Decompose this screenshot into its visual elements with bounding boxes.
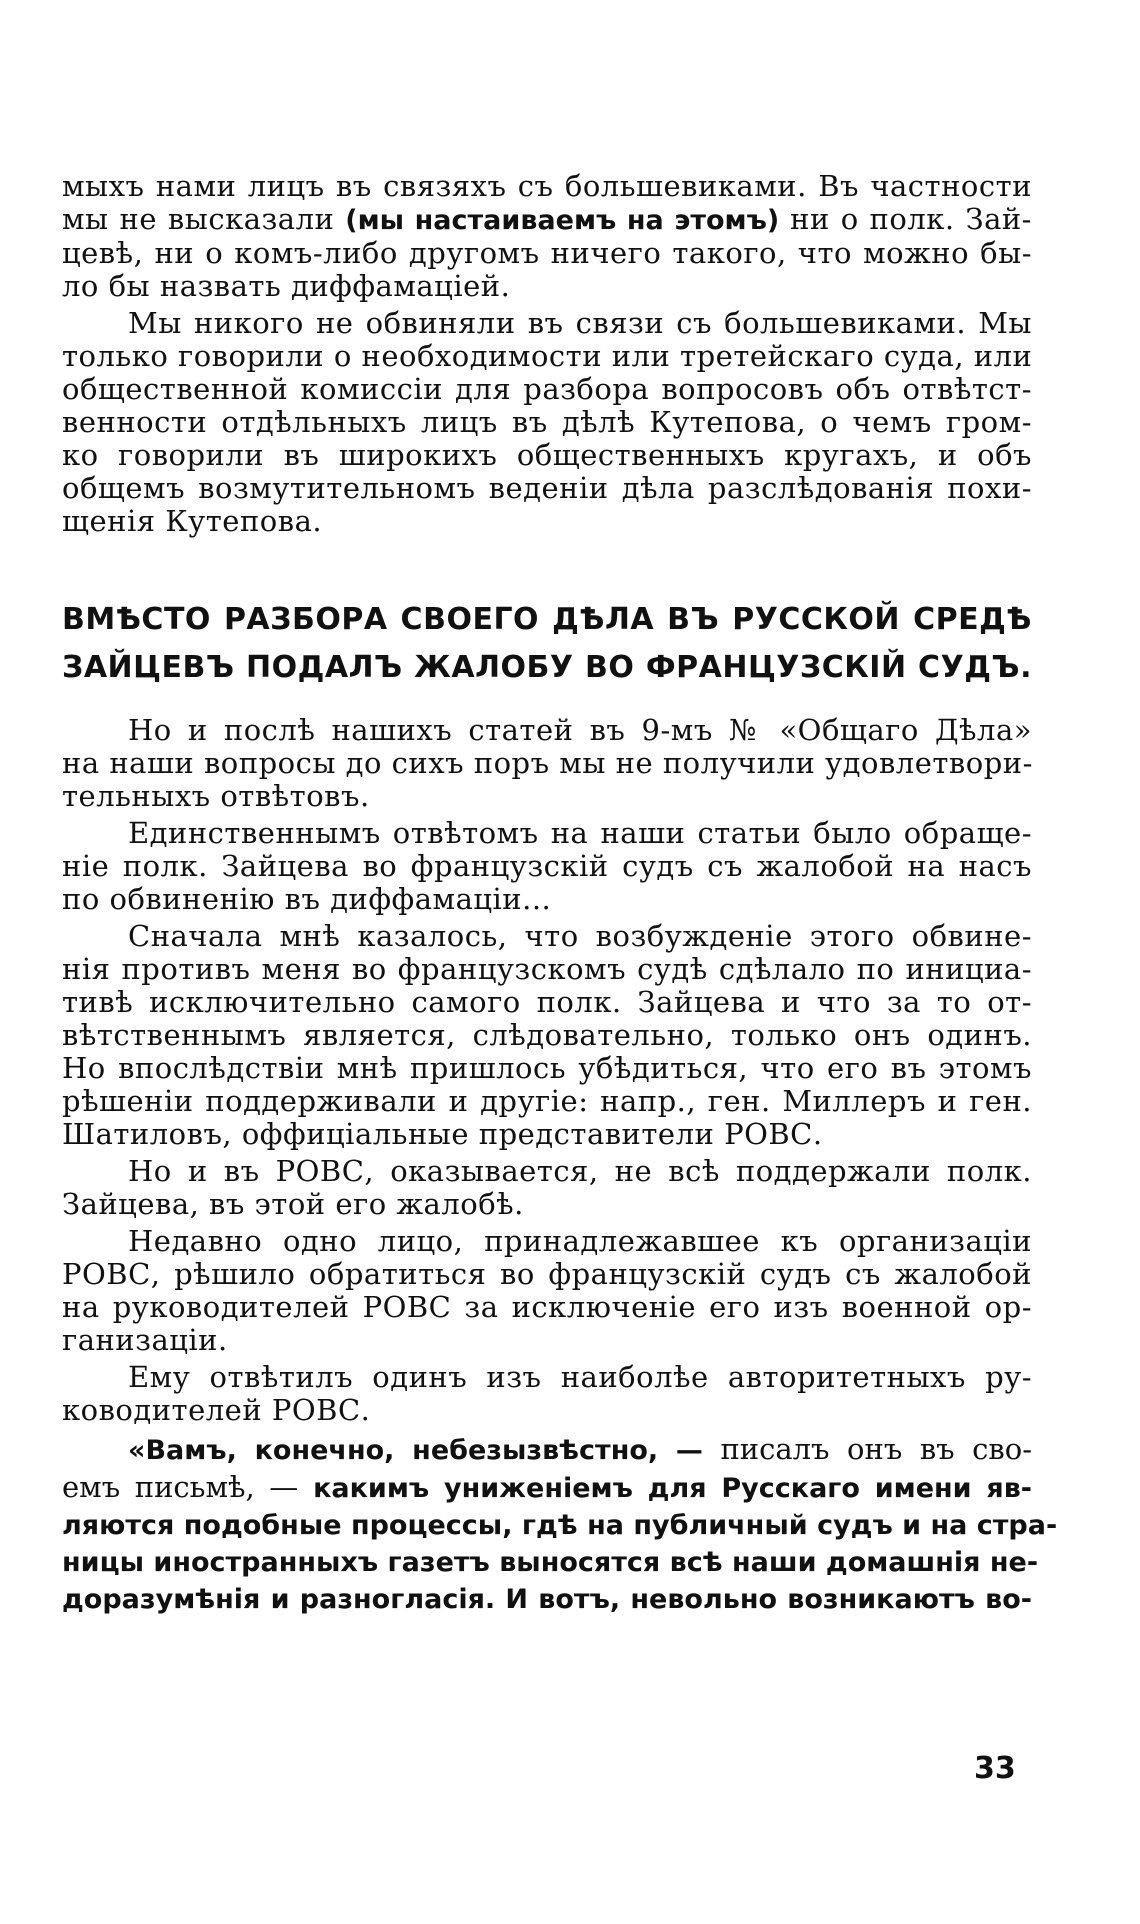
heading-line: ВМѢСТО РАЗБОРА СВОЕГО ДѢЛА ВЪ РУССКОЙ СРЕДѢ (62, 602, 1032, 637)
text-line: ководителей РОВС. (62, 1393, 371, 1427)
text-line: ганизацiи. (62, 1323, 228, 1357)
text-line: щенiя Кутепова. (62, 504, 323, 538)
text-line: ницы иностранныхъ газетъ выносятся всѣ наши домашнiя не- (62, 1547, 1039, 1578)
text-line: ляются подобные процессы, гдѣ на публичный судъ и на стра- (62, 1510, 1058, 1541)
paragraph-4 (62, 817, 1032, 916)
text-line: венности отдѣльныхъ лицъ въ дѣлѣ Кутепова, о чемъ гром- (62, 405, 1032, 439)
text-line: Единственнымъ отвѣтомъ на наши статьи было обраще- (128, 816, 1032, 850)
text-line: Сначала мнѣ казалось, что возбужденiе этого обвине- (128, 919, 1032, 953)
text-line: мы не высказали (мы настаиваемъ на этомъ) ни о полк. Зай- (62, 202, 1032, 236)
text-line: нiя противъ меня во французскомъ судѣ сдѣлало по инициа- (62, 952, 1032, 986)
text-line: общемъ возмутительномъ веденiи дѣла разслѣдованiя похи- (62, 471, 1032, 505)
text-line: только говорили о необходимости или третейскаго суда, или (62, 339, 1033, 373)
paragraph-1 (62, 170, 1032, 303)
text-line: тельныхъ отвѣтовъ. (62, 779, 370, 813)
text-line: Зайцева, въ этой его жалобѣ. (62, 1187, 524, 1221)
text-line: РОВС, рѣшило обратиться во французскiй судъ съ жалобой (62, 1257, 1032, 1291)
paragraph-6 (62, 1155, 1032, 1221)
text-line: «Вамъ, конечно, небезызвѣстно, — писалъ онъ въ сво- (128, 1432, 1032, 1466)
text-line: нiе полк. Зайцева во французскiй судъ съ жалобой на насъ (62, 849, 1032, 883)
text-line: по обвиненiю въ диффамацiи... (62, 882, 552, 916)
text-line: Ему отвѣтилъ одинъ изъ наиболѣе авторитетныхъ ру- (128, 1360, 1032, 1394)
text-line: Шатиловъ, оффицiальные представители РОВС. (62, 1117, 823, 1151)
paragraph-7 (62, 1225, 1032, 1357)
paragraph-8 (62, 1361, 1032, 1427)
paragraph-5 (62, 920, 1032, 1151)
text-line: Мы никого не обвиняли въ связи съ большевиками. Мы (128, 306, 1032, 340)
heading-line: ЗАЙЦЕВЪ ПОДАЛЪ ЖАЛОБУ ВО ФРАНЦУЗСКIЙ СУДЪ. (62, 650, 1032, 685)
section-heading (62, 596, 1032, 692)
text-line: вѣтственнымъ является, слѣдовательно, только онъ одинъ. (62, 1018, 1032, 1052)
text-line: рѣшенiи поддерживали и другiе: напр., ген. Миллеръ и ген. (62, 1084, 1032, 1118)
text-line: ло бы назвать диффамацiей. (62, 269, 511, 303)
text-line: емъ письмѣ, — какимъ униженiемъ для Русскаго имени яв- (62, 1470, 1032, 1504)
text-line: тивѣ исключительно самого полк. Зайцева и что за то от- (62, 985, 1032, 1019)
emphasis: (мы настаиваемъ на этомъ) (345, 205, 780, 236)
page-number: 33 (974, 1751, 1016, 1786)
text-line: Но и въ РОВС, оказывается, не всѣ поддержали полк. (128, 1154, 1032, 1188)
text-line: доразумѣнiя и разногласiя. И вотъ, невольно возникаютъ во- (62, 1584, 1032, 1615)
text-line: Недавно одно лицо, принадлежавшее къ организацiи (128, 1224, 1032, 1258)
text-line: Но впослѣдствiи мнѣ пришлось убѣдиться, что его въ этомъ (62, 1051, 1032, 1085)
text-line: на наши вопросы до сихъ поръ мы не получили удовлетвори- (62, 746, 1033, 780)
text-line: цевѣ, ни о комъ-либо другомъ ничего такого, что можно бы- (62, 236, 1032, 270)
text-line: на руководителей РОВС за исключенiе его изъ военной ор- (62, 1290, 1032, 1324)
quotation (62, 1431, 1058, 1618)
paragraph-3 (62, 714, 1032, 813)
paragraph-2 (62, 307, 1032, 538)
text-line: общественной комиссiи для разбора вопросовъ объ отвѣтст- (62, 372, 1032, 406)
text-line: ко говорили въ широкихъ общественныхъ кругахъ, и объ (62, 438, 1032, 472)
page-body (62, 169, 1058, 1622)
text-line: Но и послѣ нашихъ статей въ 9-мъ № «Общаго Дѣла» (128, 713, 1032, 747)
text-line: мыхъ нами лицъ въ связяхъ съ большевиками. Въ частности (62, 169, 1032, 203)
